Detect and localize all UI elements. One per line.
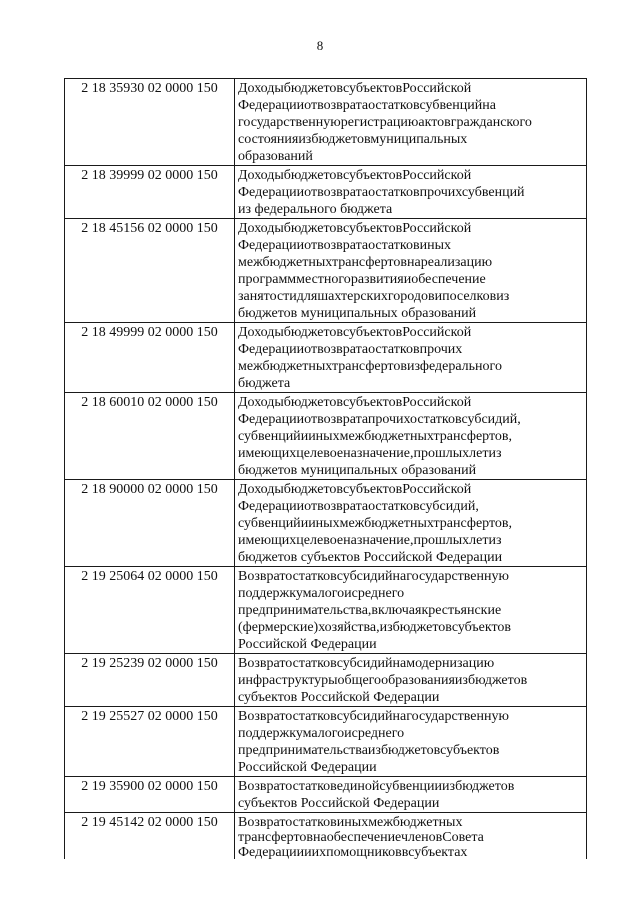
description-word: шахтерских	[317, 289, 388, 304]
description-word: бюджетов	[392, 620, 452, 635]
description-word: бюджетов	[238, 550, 298, 565]
description-word: назначение,	[343, 533, 414, 548]
table-row	[65, 219, 587, 323]
description-word: субъектов	[238, 690, 298, 705]
description-word: остатков	[368, 98, 420, 113]
description-line	[238, 254, 583, 271]
description-word: членов	[400, 830, 443, 844]
budget-code: 2 19 25527 02 0000 150	[65, 707, 235, 777]
description-line	[238, 814, 583, 829]
description-line	[238, 411, 583, 428]
description-word: государственную	[406, 569, 509, 584]
description-word: бюджетов	[283, 168, 343, 183]
description-word: поддержку	[238, 586, 303, 601]
description-word: состояния	[238, 132, 299, 147]
description-word: Федерации	[435, 550, 503, 565]
description-word: малого	[302, 586, 345, 601]
description-word: из	[488, 446, 502, 461]
description-line	[238, 655, 583, 672]
revenue-description	[235, 480, 587, 567]
description-word: остатков	[285, 656, 337, 671]
description-word: муниципальных	[300, 463, 398, 478]
description-word: развития	[350, 272, 404, 287]
description-word: возврата	[317, 238, 369, 253]
description-word: из	[406, 359, 420, 374]
description-word: Российской	[238, 637, 307, 652]
description-line	[238, 844, 583, 859]
description-word: от	[304, 98, 318, 113]
description-line	[238, 375, 583, 392]
description-word: от	[304, 499, 318, 514]
description-word: от	[304, 238, 318, 253]
description-word: Совета	[442, 830, 484, 844]
description-word: субъектов	[300, 550, 360, 565]
description-word: предпринимательства,	[238, 603, 372, 618]
description-line	[238, 324, 583, 341]
description-line	[238, 585, 583, 602]
description-word: крестьянские	[421, 603, 502, 618]
description-word: малого	[302, 726, 345, 741]
description-word: Российской	[300, 690, 370, 705]
description-word: включая	[371, 603, 422, 618]
description-word: на	[392, 656, 407, 671]
description-word: субъектов	[342, 482, 403, 497]
description-word: поддержку	[238, 726, 303, 741]
description-word: субъектах	[408, 845, 468, 859]
description-word: Российской	[300, 796, 370, 811]
description-word: прочих	[419, 185, 462, 200]
description-word: из	[379, 620, 393, 635]
description-word: и	[344, 726, 352, 741]
description-line	[238, 201, 583, 218]
description-line	[238, 602, 583, 619]
budget-code: 2 18 39999 02 0000 150	[65, 166, 235, 219]
table-row	[65, 79, 587, 166]
description-word: Доходы	[238, 395, 284, 410]
description-word: федерального	[254, 202, 337, 217]
description-line	[238, 428, 583, 445]
description-word: модернизацию	[406, 656, 495, 671]
description-word: Российской	[402, 221, 472, 236]
revenue-description	[235, 707, 587, 777]
description-word: Российской	[402, 81, 472, 96]
revenue-description	[235, 79, 587, 166]
description-line	[238, 97, 583, 114]
description-word: гражданского	[450, 115, 532, 130]
description-word: Российской	[402, 168, 472, 183]
description-line	[238, 795, 583, 812]
revenue-description	[235, 166, 587, 219]
description-word: государственную	[238, 115, 341, 130]
description-word: субвенции	[379, 779, 443, 794]
description-word: бюджетов	[238, 463, 298, 478]
description-word: Возврат	[238, 656, 286, 671]
description-word: городов	[387, 289, 435, 304]
table-row	[65, 323, 587, 393]
description-line	[238, 237, 583, 254]
description-line	[238, 742, 583, 759]
description-word: хозяйства,	[318, 620, 380, 635]
description-word: возврата	[317, 98, 369, 113]
budget-code: 2 18 60010 02 0000 150	[65, 393, 235, 480]
description-word: субсидий	[336, 656, 393, 671]
description-line	[238, 80, 583, 97]
description-word: бюджетов	[380, 743, 441, 758]
description-line	[238, 220, 583, 237]
description-word: прочих	[367, 412, 411, 427]
budget-code: 2 18 45156 02 0000 150	[65, 219, 235, 323]
description-word: межбюджетных	[339, 429, 434, 444]
description-word: реализацию	[420, 255, 493, 270]
description-word: прошлых	[413, 533, 470, 548]
description-word: бюджетов	[283, 221, 343, 236]
description-word: Доходы	[238, 325, 284, 340]
description-word: назначение,	[343, 446, 414, 461]
description-word: субъектов	[238, 796, 298, 811]
description-word: среднего	[351, 726, 405, 741]
revenue-description	[235, 654, 587, 707]
budget-code: 2 18 49999 02 0000 150	[65, 323, 235, 393]
description-word: Российской	[402, 325, 472, 340]
description-word: муниципальных	[370, 132, 468, 147]
description-word: бюджета	[238, 376, 291, 391]
description-word: субсидий	[336, 709, 393, 724]
description-word: образований	[401, 463, 477, 478]
description-word: от	[304, 342, 318, 357]
description-word: субсидий	[336, 569, 393, 584]
description-line	[238, 462, 583, 479]
description-line	[238, 568, 583, 585]
description-line	[238, 619, 583, 636]
description-word: Доходы	[238, 168, 284, 183]
description-word: Доходы	[238, 221, 284, 236]
description-word: прошлых	[413, 446, 470, 461]
description-word: Российской	[402, 395, 472, 410]
description-word: Доходы	[238, 482, 284, 497]
table-row	[65, 480, 587, 567]
description-word: Федерации	[238, 412, 305, 427]
description-line	[238, 829, 583, 844]
description-line	[238, 131, 583, 148]
description-word: бюджетов	[467, 673, 528, 688]
description-line	[238, 778, 583, 795]
description-word: обеспечение	[411, 272, 486, 287]
description-word: остатков	[368, 499, 420, 514]
table-row	[65, 777, 587, 813]
budget-codes-table	[64, 78, 587, 859]
description-word: Российской	[363, 550, 433, 565]
description-word: их	[311, 845, 327, 859]
description-word: Федерации	[238, 98, 305, 113]
description-word: и	[434, 289, 443, 304]
revenue-description	[235, 567, 587, 654]
description-word: бюджетов	[311, 132, 371, 147]
description-line	[238, 288, 583, 305]
description-word: целевое	[296, 446, 344, 461]
description-word: и	[300, 516, 309, 531]
description-word: остатков	[285, 815, 337, 829]
description-line	[238, 532, 583, 549]
description-word: из	[238, 202, 252, 217]
description-line	[238, 708, 583, 725]
description-line	[238, 358, 583, 375]
description-word: из	[496, 289, 510, 304]
description-word: прочих	[419, 342, 463, 357]
description-word: целевое	[296, 533, 344, 548]
description-line	[238, 305, 583, 322]
description-line	[238, 672, 583, 689]
description-line	[238, 167, 583, 184]
description-word: Федерации	[238, 238, 305, 253]
description-line	[238, 481, 583, 498]
budget-code: 2 19 45142 02 0000 150	[65, 813, 235, 860]
description-word: межбюджетных	[238, 255, 332, 270]
description-word: субсидий,	[419, 499, 479, 514]
description-word: Возврат	[238, 815, 286, 829]
description-word: остатков	[285, 709, 337, 724]
description-word: субъектов	[440, 743, 500, 758]
description-word: на	[406, 255, 421, 270]
description-line	[238, 184, 583, 201]
page-number: 8	[316, 38, 324, 53]
description-word: остатков	[285, 569, 337, 584]
budget-code: 2 18 35930 02 0000 150	[65, 79, 235, 166]
description-word: в	[401, 845, 409, 859]
description-word: межбюджетных	[238, 359, 332, 374]
description-word: Российской	[402, 482, 472, 497]
description-word: субъектов	[342, 325, 403, 340]
description-word: иных	[336, 815, 369, 829]
description-word: субвенций	[419, 98, 483, 113]
description-line	[238, 759, 583, 776]
description-word: регистрацию	[340, 115, 419, 130]
description-word: возврата	[317, 499, 369, 514]
description-word: из	[488, 533, 502, 548]
description-word: остатков	[410, 412, 462, 427]
description-word: остатков	[368, 342, 420, 357]
budget-code: 2 19 25239 02 0000 150	[65, 654, 235, 707]
description-word: Доходы	[238, 81, 284, 96]
description-word: трансфертов,	[433, 429, 513, 444]
description-word: Федерации	[310, 637, 377, 652]
table-row	[65, 654, 587, 707]
description-word: бюджета	[340, 202, 393, 217]
description-word: и	[403, 272, 412, 287]
description-line	[238, 515, 583, 532]
description-word: на	[313, 830, 327, 844]
description-word: субъектов	[342, 395, 403, 410]
description-word: иных	[308, 516, 340, 531]
description-word: программ	[238, 272, 297, 287]
description-word: бюджетов	[283, 81, 343, 96]
description-word: государственную	[406, 709, 509, 724]
description-word: для	[296, 289, 318, 304]
description-word: субъектов	[342, 221, 403, 236]
description-word: трансфертов	[238, 830, 314, 844]
description-word: на	[392, 569, 407, 584]
description-word: общего	[337, 673, 382, 688]
description-line	[238, 341, 583, 358]
description-word: межбюджетных	[368, 815, 463, 829]
table-row	[65, 813, 587, 860]
description-word: субвенций	[461, 185, 525, 200]
description-word: трансфертов	[331, 359, 407, 374]
description-word: субъектов	[342, 168, 403, 183]
description-word: субсидий,	[461, 412, 521, 427]
revenue-description	[235, 813, 587, 860]
budget-code: 2 19 25064 02 0000 150	[65, 567, 235, 654]
description-word: на	[392, 709, 407, 724]
description-word: и	[344, 586, 352, 601]
description-word: Российской	[238, 760, 307, 775]
description-word: возврата	[317, 412, 368, 427]
revenue-description	[235, 323, 587, 393]
revenue-description	[235, 777, 587, 813]
table-body	[65, 79, 587, 860]
description-word: субъектов	[342, 81, 403, 96]
description-word: Федерации	[238, 342, 305, 357]
description-word: бюджетов	[238, 306, 298, 321]
description-word: Федерации	[238, 185, 305, 200]
description-word: образований	[401, 306, 477, 321]
description-word: из	[442, 779, 456, 794]
table-row	[65, 393, 587, 480]
description-word: остатков	[368, 185, 420, 200]
description-word: и	[304, 845, 312, 859]
budget-code: 2 19 35900 02 0000 150	[65, 777, 235, 813]
description-word: предпринимательства	[238, 743, 368, 758]
description-word: Возврат	[238, 779, 286, 794]
description-word: субвенций	[238, 429, 301, 444]
description-word: межбюджетных	[339, 516, 434, 531]
description-word: от	[304, 412, 318, 427]
description-word: бюджетов	[455, 779, 515, 794]
description-line	[238, 689, 583, 706]
description-word: из	[367, 743, 381, 758]
description-word: Федерации	[238, 499, 305, 514]
description-line	[238, 445, 583, 462]
revenue-description	[235, 219, 587, 323]
description-word: Возврат	[238, 569, 286, 584]
table-row	[65, 166, 587, 219]
description-word: остатков	[285, 779, 337, 794]
description-word: единой	[336, 779, 380, 794]
description-word: местного	[296, 272, 351, 287]
description-word: (фермерские)	[238, 620, 319, 635]
description-word: имеющих	[238, 533, 297, 548]
table-row	[65, 707, 587, 777]
description-word: из	[298, 132, 312, 147]
description-word: бюджетов	[283, 482, 343, 497]
description-word: от	[304, 185, 318, 200]
budget-code: 2 18 90000 02 0000 150	[65, 480, 235, 567]
description-word: на	[482, 98, 496, 113]
description-line	[238, 498, 583, 515]
description-word: образования	[381, 673, 455, 688]
description-word: Возврат	[238, 709, 286, 724]
description-word: инфраструктуры	[238, 673, 338, 688]
description-word: иных	[419, 238, 451, 253]
description-word: из	[454, 673, 468, 688]
description-word: Федерации	[373, 796, 440, 811]
description-line	[238, 636, 583, 653]
description-word: актов	[418, 115, 451, 130]
description-word: Федерации	[373, 690, 440, 705]
revenue-description	[235, 393, 587, 480]
description-line	[238, 549, 583, 566]
description-word: возврата	[317, 185, 369, 200]
description-word: обеспечение	[326, 830, 401, 844]
description-line	[238, 271, 583, 288]
description-word: возврата	[317, 342, 369, 357]
description-word: поселков	[442, 289, 497, 304]
description-word: образований	[238, 149, 313, 164]
description-word: лет	[469, 533, 489, 548]
description-line	[238, 725, 583, 742]
description-word: иных	[308, 429, 340, 444]
description-line	[238, 148, 583, 165]
description-word: бюджетов	[283, 395, 343, 410]
table-row	[65, 567, 587, 654]
description-word: остатков	[368, 238, 420, 253]
description-word: Федерации	[310, 760, 377, 775]
description-word: лет	[469, 446, 489, 461]
description-line	[238, 394, 583, 411]
description-word: трансфертов,	[433, 516, 513, 531]
description-word: и	[300, 429, 309, 444]
description-line	[238, 114, 583, 131]
description-word: субъектов	[451, 620, 512, 635]
description-word: бюджетов	[283, 325, 343, 340]
description-word: субвенций	[238, 516, 301, 531]
description-word: среднего	[351, 586, 405, 601]
description-word: имеющих	[238, 446, 297, 461]
description-word: федерального	[419, 359, 502, 374]
description-word: Федерации	[238, 845, 305, 859]
description-word: помощников	[326, 845, 402, 859]
description-word: муниципальных	[300, 306, 398, 321]
description-word: трансфертов	[331, 255, 407, 270]
description-word: занятости	[238, 289, 297, 304]
